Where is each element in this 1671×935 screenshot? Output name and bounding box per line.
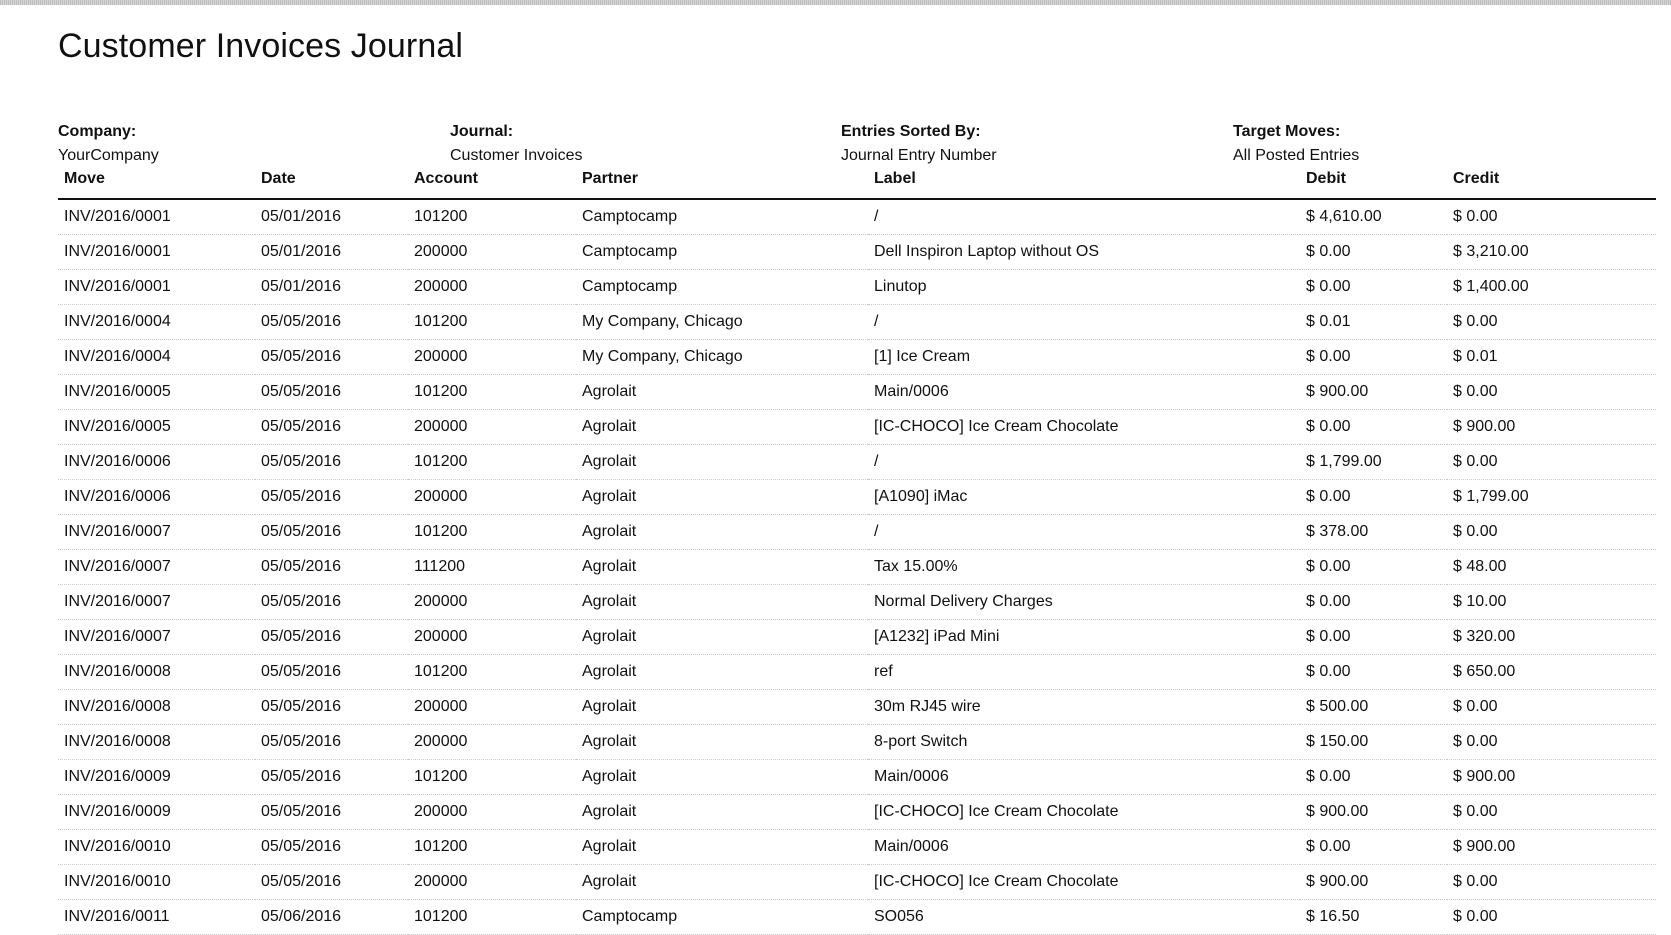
partner-cell: Camptocamp [576, 199, 868, 235]
date-cell: 05/05/2016 [255, 725, 408, 760]
account-cell: 101200 [408, 900, 576, 935]
date-cell: 05/05/2016 [255, 620, 408, 655]
credit-cell: $ 0.00 [1447, 900, 1656, 935]
move-cell: INV/2016/0007 [58, 585, 255, 620]
debit-cell: $ 0.00 [1300, 830, 1447, 865]
date-cell: 05/05/2016 [255, 480, 408, 515]
date-cell: 05/05/2016 [255, 340, 408, 375]
debit-cell: $ 0.01 [1300, 305, 1447, 340]
account-cell: 101200 [408, 760, 576, 795]
move-cell: INV/2016/0007 [58, 515, 255, 550]
debit-cell: $ 378.00 [1300, 515, 1447, 550]
partner-cell: My Company, Chicago [576, 305, 868, 340]
header-row [58, 160, 1656, 199]
move-cell: INV/2016/0005 [58, 375, 255, 410]
credit-cell: $ 0.00 [1447, 515, 1656, 550]
credit-cell: $ 48.00 [1447, 550, 1656, 585]
label-cell: Linutop [868, 270, 1300, 305]
label-cell: [1] Ice Cream [868, 340, 1300, 375]
table-row [58, 550, 1656, 585]
credit-cell: $ 650.00 [1447, 655, 1656, 690]
label-cell: Tax 15.00% [868, 550, 1300, 585]
partner-cell: Agrolait [576, 725, 868, 760]
account-cell: 101200 [408, 375, 576, 410]
debit-cell: $ 900.00 [1300, 795, 1447, 830]
debit-cell: $ 900.00 [1300, 865, 1447, 900]
move-cell: INV/2016/0010 [58, 865, 255, 900]
account-cell: 200000 [408, 480, 576, 515]
journal-table-header [58, 160, 1656, 199]
debit-cell: $ 1,799.00 [1300, 445, 1447, 480]
label-cell: Main/0006 [868, 830, 1300, 865]
credit-cell: $ 0.00 [1447, 690, 1656, 725]
move-cell: INV/2016/0001 [58, 235, 255, 270]
move-cell: INV/2016/0009 [58, 795, 255, 830]
credit-cell: $ 0.00 [1447, 445, 1656, 480]
label-cell: Main/0006 [868, 760, 1300, 795]
debit-cell: $ 0.00 [1300, 655, 1447, 690]
credit-cell: $ 900.00 [1447, 760, 1656, 795]
debit-cell: $ 0.00 [1300, 235, 1447, 270]
debit-cell: $ 500.00 [1300, 690, 1447, 725]
partner-cell: Camptocamp [576, 900, 868, 935]
table-row [58, 620, 1656, 655]
debit-cell: $ 16.50 [1300, 900, 1447, 935]
debit-cell: $ 0.00 [1300, 270, 1447, 305]
partner-cell: Agrolait [576, 830, 868, 865]
table-row [58, 410, 1656, 445]
debit-cell: $ 0.00 [1300, 480, 1447, 515]
move-cell: INV/2016/0005 [58, 410, 255, 445]
account-cell: 200000 [408, 725, 576, 760]
top-border [0, 0, 1671, 5]
sorted-by-value: Journal Entry Number [841, 147, 997, 164]
date-cell: 05/05/2016 [255, 550, 408, 585]
move-cell: INV/2016/0001 [58, 270, 255, 305]
credit-cell: $ 0.00 [1447, 305, 1656, 340]
credit-cell: $ 0.00 [1447, 795, 1656, 830]
debit-cell: $ 4,610.00 [1300, 199, 1447, 235]
table-row [58, 199, 1656, 235]
move-cell: INV/2016/0006 [58, 480, 255, 515]
move-cell: INV/2016/0009 [58, 760, 255, 795]
partner-cell: Agrolait [576, 445, 868, 480]
date-cell: 05/05/2016 [255, 445, 408, 480]
journal-value: Customer Invoices [450, 147, 583, 164]
account-cell: 200000 [408, 410, 576, 445]
credit-cell: $ 320.00 [1447, 620, 1656, 655]
credit-cell: $ 1,799.00 [1447, 480, 1656, 515]
move-cell: INV/2016/0008 [58, 690, 255, 725]
credit-cell: $ 0.00 [1447, 199, 1656, 235]
date-cell: 05/01/2016 [255, 270, 408, 305]
date-cell: 05/05/2016 [255, 655, 408, 690]
debit-cell: $ 0.00 [1300, 550, 1447, 585]
partner-cell: Agrolait [576, 760, 868, 795]
date-cell: 05/05/2016 [255, 410, 408, 445]
journal-table [58, 160, 1656, 935]
move-cell: INV/2016/0004 [58, 340, 255, 375]
move-cell: INV/2016/0011 [58, 900, 255, 935]
label-cell: [A1232] iPad Mini [868, 620, 1300, 655]
account-cell: 101200 [408, 830, 576, 865]
table-row [58, 725, 1656, 760]
label-cell: Dell Inspiron Laptop without OS [868, 235, 1300, 270]
label-cell: [IC-CHOCO] Ice Cream Chocolate [868, 865, 1300, 900]
move-cell: INV/2016/0007 [58, 550, 255, 585]
table-row [58, 270, 1656, 305]
table-row [58, 480, 1656, 515]
company-label: Company: [58, 123, 137, 140]
table-row [58, 900, 1656, 935]
partner-cell: Agrolait [576, 690, 868, 725]
journal-table-body [58, 199, 1656, 935]
label-cell: ref [868, 655, 1300, 690]
debit-cell: $ 0.00 [1300, 340, 1447, 375]
account-cell: 101200 [408, 515, 576, 550]
partner-cell: Agrolait [576, 375, 868, 410]
partner-cell: Camptocamp [576, 235, 868, 270]
credit-cell: $ 0.00 [1447, 375, 1656, 410]
move-cell: INV/2016/0007 [58, 620, 255, 655]
label-cell: / [868, 305, 1300, 340]
account-cell: 111200 [408, 550, 576, 585]
account-cell: 200000 [408, 865, 576, 900]
target-moves-value: All Posted Entries [1233, 147, 1360, 164]
sorted-by-label: Entries Sorted By: [841, 123, 981, 140]
target-moves-label: Target Moves: [1233, 123, 1341, 140]
label-cell: / [868, 445, 1300, 480]
date-cell: 05/01/2016 [255, 199, 408, 235]
table-row [58, 515, 1656, 550]
label-cell: / [868, 199, 1300, 235]
debit-cell: $ 150.00 [1300, 725, 1447, 760]
table-row [58, 305, 1656, 340]
column-header-credit: Credit [1447, 160, 1656, 199]
move-cell: INV/2016/0010 [58, 830, 255, 865]
account-cell: 200000 [408, 270, 576, 305]
partner-cell: Agrolait [576, 550, 868, 585]
table-row [58, 340, 1656, 375]
move-cell: INV/2016/0008 [58, 725, 255, 760]
credit-cell: $ 900.00 [1447, 830, 1656, 865]
partner-cell: Agrolait [576, 655, 868, 690]
table-row [58, 235, 1656, 270]
credit-cell: $ 1,400.00 [1447, 270, 1656, 305]
move-cell: INV/2016/0008 [58, 655, 255, 690]
date-cell: 05/05/2016 [255, 515, 408, 550]
column-header-account: Account [408, 160, 576, 199]
partner-cell: Agrolait [576, 480, 868, 515]
label-cell: SO056 [868, 900, 1300, 935]
credit-cell: $ 900.00 [1447, 410, 1656, 445]
label-cell: [IC-CHOCO] Ice Cream Chocolate [868, 795, 1300, 830]
table-row [58, 865, 1656, 900]
table-row [58, 585, 1656, 620]
company-value: YourCompany [58, 147, 159, 164]
partner-cell: My Company, Chicago [576, 340, 868, 375]
date-cell: 05/05/2016 [255, 305, 408, 340]
credit-cell: $ 0.01 [1447, 340, 1656, 375]
account-cell: 101200 [408, 445, 576, 480]
column-header-date: Date [255, 160, 408, 199]
column-header-label: Label [868, 160, 1300, 199]
move-cell: INV/2016/0006 [58, 445, 255, 480]
debit-cell: $ 0.00 [1300, 620, 1447, 655]
table-row [58, 830, 1656, 865]
partner-cell: Agrolait [576, 865, 868, 900]
date-cell: 05/05/2016 [255, 375, 408, 410]
date-cell: 05/05/2016 [255, 760, 408, 795]
column-header-debit: Debit [1300, 160, 1447, 199]
partner-cell: Camptocamp [576, 270, 868, 305]
debit-cell: $ 900.00 [1300, 375, 1447, 410]
account-cell: 200000 [408, 620, 576, 655]
account-cell: 101200 [408, 655, 576, 690]
date-cell: 05/05/2016 [255, 690, 408, 725]
label-cell: 8-port Switch [868, 725, 1300, 760]
column-header-partner: Partner [576, 160, 868, 199]
label-cell: Main/0006 [868, 375, 1300, 410]
table-row [58, 795, 1656, 830]
partner-cell: Agrolait [576, 515, 868, 550]
label-cell: 30m RJ45 wire [868, 690, 1300, 725]
date-cell: 05/05/2016 [255, 830, 408, 865]
debit-cell: $ 0.00 [1300, 760, 1447, 795]
report-title: Customer Invoices Journal [58, 27, 464, 65]
partner-cell: Agrolait [576, 795, 868, 830]
table-row [58, 760, 1656, 795]
credit-cell: $ 3,210.00 [1447, 235, 1656, 270]
account-cell: 200000 [408, 690, 576, 725]
column-header-move: Move [58, 160, 255, 199]
debit-cell: $ 0.00 [1300, 410, 1447, 445]
label-cell: [IC-CHOCO] Ice Cream Chocolate [868, 410, 1300, 445]
date-cell: 05/05/2016 [255, 865, 408, 900]
move-cell: INV/2016/0001 [58, 199, 255, 235]
partner-cell: Agrolait [576, 585, 868, 620]
label-cell: Normal Delivery Charges [868, 585, 1300, 620]
account-cell: 101200 [408, 199, 576, 235]
account-cell: 200000 [408, 795, 576, 830]
debit-cell: $ 0.00 [1300, 585, 1447, 620]
label-cell: / [868, 515, 1300, 550]
credit-cell: $ 10.00 [1447, 585, 1656, 620]
account-cell: 101200 [408, 305, 576, 340]
partner-cell: Agrolait [576, 410, 868, 445]
table-row [58, 690, 1656, 725]
date-cell: 05/06/2016 [255, 900, 408, 935]
date-cell: 05/05/2016 [255, 795, 408, 830]
date-cell: 05/05/2016 [255, 585, 408, 620]
account-cell: 200000 [408, 235, 576, 270]
table-row [58, 655, 1656, 690]
move-cell: INV/2016/0004 [58, 305, 255, 340]
partner-cell: Agrolait [576, 620, 868, 655]
credit-cell: $ 0.00 [1447, 725, 1656, 760]
table-row [58, 375, 1656, 410]
report-page [58, 24, 1656, 925]
journal-label: Journal: [450, 123, 514, 140]
date-cell: 05/01/2016 [255, 235, 408, 270]
account-cell: 200000 [408, 340, 576, 375]
label-cell: [A1090] iMac [868, 480, 1300, 515]
credit-cell: $ 0.00 [1447, 865, 1656, 900]
account-cell: 200000 [408, 585, 576, 620]
table-row [58, 445, 1656, 480]
